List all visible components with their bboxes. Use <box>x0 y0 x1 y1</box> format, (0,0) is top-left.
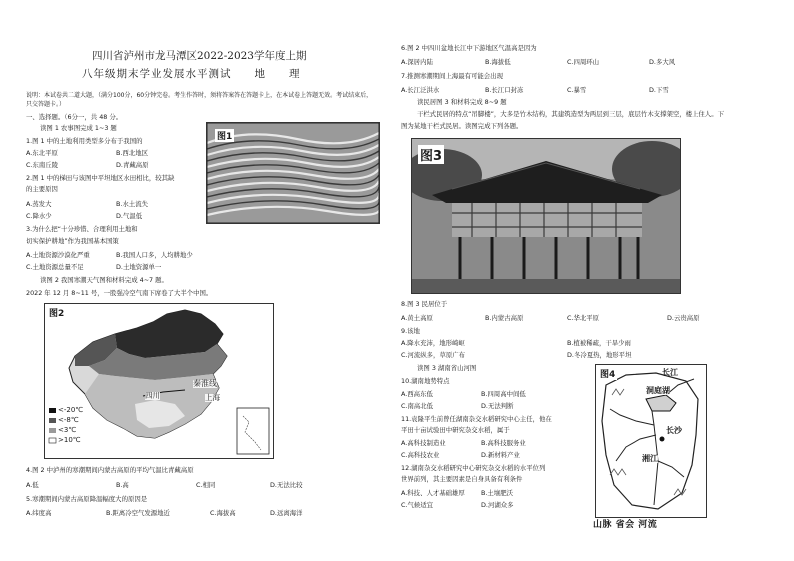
q11-option-d: D.新材料产业 <box>481 451 520 459</box>
legend-item-2: <-8℃ <box>58 416 79 424</box>
q12-option-a: A.科技、人才基础雄厚 <box>401 489 465 497</box>
q5-option-b: B.距离冷空气发源地近 <box>106 509 170 517</box>
q2-option-a: A.蒸发大 <box>26 200 52 208</box>
fig3-material-line1: 干栏式民居的特点“吊脚楼”，大多是竹木结构，其建筑造型为两层到三层，底层竹木支撑架空，楼上住人。下 <box>417 110 724 118</box>
map-label-shanghai: 上海 <box>205 393 220 402</box>
q3-option-d: D.土地资源单一 <box>116 263 162 271</box>
figure-2-cold-wave-map <box>44 303 274 459</box>
q6-stem: 6.图 2 中四川盆地长江中下游地区气温高是因为 <box>401 44 537 52</box>
q3-option-c: C.土地资源总量不足 <box>26 263 84 271</box>
q4-option-a: A.低 <box>26 481 39 489</box>
q2-option-b: B.水土流失 <box>116 200 148 208</box>
q11-stem2: 平田十亩试验田中研究杂交水稻，属于 <box>401 426 510 434</box>
read-fig2-instruction: 读图 2 我国寒潮天气图和材料完成 4~7 题。 <box>40 276 168 284</box>
q8-option-c: C.华北平原 <box>567 314 600 322</box>
q12-option-b: B.土壤肥沃 <box>481 489 513 497</box>
q1-option-b: B.西北地区 <box>116 149 148 157</box>
q4-option-b: B.高 <box>116 481 129 489</box>
q10-option-c: C.南高北低 <box>401 402 434 410</box>
q7-stem: 7.推测寒潮期间上海最有可能会出现 <box>401 72 503 80</box>
figure-1-terraces <box>206 122 380 224</box>
q2-stem: 2.图 1 中的梯田与该图中平坦地区水田相比，较其缺 <box>26 174 175 182</box>
q10-stem: 10.湖南地势特点 <box>401 377 450 385</box>
q9-stem: 9.该地 <box>401 327 420 335</box>
map-label-sichuan: 四川 <box>145 391 160 400</box>
q2-option-d: D.气温低 <box>116 212 143 220</box>
q7-option-d: D.下雪 <box>649 86 669 94</box>
section1-heading: 一、选择题。（6分一，共 48 分。 <box>26 113 123 121</box>
read-fig3-instruction: 读民居图 3 和材料完成 8~9 题 <box>417 98 507 106</box>
figure-4-hunan-rivers-map <box>595 364 707 518</box>
map-label-xiangjiang: 湘江 <box>642 454 658 463</box>
q3-option-a: A.土地资源沙漠化严重 <box>26 251 90 259</box>
q12-stem: 12.湖南杂交水稻研究中心研究杂交水稻的水平位列 <box>401 464 546 472</box>
q10-option-a: A.西高东低 <box>401 390 433 398</box>
q12-option-c: C.气候适宜 <box>401 501 434 509</box>
q6-option-b: B.海拔低 <box>485 58 511 66</box>
q9-option-c: C.河流纵多，草原广布 <box>401 351 466 359</box>
q11-option-a: A.高科技制造业 <box>401 439 446 447</box>
q4-stem: 4.图 2 中泸州的寒潮期间内蒙古高原的平均气温比青藏高原 <box>26 466 194 474</box>
q8-option-a: A.黄土高原 <box>401 314 433 322</box>
q2-option-c: C.降水少 <box>26 212 52 220</box>
figure-4-label: 图4 <box>598 367 617 380</box>
q7-option-c: C.暴雪 <box>567 86 587 94</box>
q6-option-d: D.多大风 <box>649 58 676 66</box>
fig2-material: 2022 年 12 月 8~11 号，一股强冷空气南下席卷了大半个中国。 <box>26 289 213 297</box>
q1-option-d: D.青藏高原 <box>116 161 149 169</box>
q1-option-a: A.东北平原 <box>26 149 58 157</box>
fig3-material-line2: 图为某地干栏式民居。读图完成下列各题。 <box>401 122 523 130</box>
figure-3-stilt-house <box>411 138 681 294</box>
q1-option-c: C.东南丘陵 <box>26 161 59 169</box>
q3-option-b: B.我国人口多，人均耕地少 <box>116 251 193 259</box>
q9-option-a: A.降水充沛，地形崎岖 <box>401 339 465 347</box>
map-label-qinling-huaihe-line: 秦淮线 <box>193 379 217 388</box>
q8-option-b: B.内蒙古高原 <box>485 314 524 322</box>
legend-item-3: <3℃ <box>58 426 77 434</box>
q3-stem: 3.为什么把“十分珍惜、合理利用土地和 <box>26 225 138 233</box>
q1-stem: 1.图 1 中的土地利用类型多分布于我国的 <box>26 137 143 145</box>
q7-option-b: B.长江口封冻 <box>485 86 524 94</box>
section1-intro: 读图 1 农事图完成 1~3 题 <box>40 124 117 132</box>
q4-option-c: C.相同 <box>196 481 216 489</box>
figure-1-label: 图1 <box>215 129 234 142</box>
q7-option-a: A.长江泛洪水 <box>401 86 440 94</box>
q11-option-c: C.高科技农业 <box>401 451 440 459</box>
q11-stem: 11.袁隆平生前曾任湖南杂交水稻研究中心主任，他在 <box>401 415 552 423</box>
q10-option-b: B.四周高中间低 <box>481 390 526 398</box>
map-label-changsha: 长沙 <box>666 426 682 435</box>
q12-option-d: D.河湖众多 <box>481 501 514 509</box>
q8-stem: 8.图 3 民居位于 <box>401 300 448 308</box>
q9-option-d: D.冬冷夏热，地形平坦 <box>567 351 632 359</box>
exam-title-line2: 八年级期末学业发展水平测试 地 理 <box>82 68 301 80</box>
map-label-dongting-lake: 洞庭湖 <box>646 386 670 395</box>
q12-stem2: 世界前列，其主要因素是自身具备有利条件 <box>401 475 523 483</box>
q2-stem2: 的主要原因 <box>26 185 58 193</box>
q6-option-c: C.四周环山 <box>567 58 600 66</box>
instructions-line2: 只交答题卡。） <box>26 101 66 108</box>
q11-option-b: B.高科技服务业 <box>481 439 526 447</box>
map-label-changjiang: 长江 <box>662 368 678 377</box>
q3-stem2: 切实保护耕地”作为我国基本国策 <box>26 237 119 245</box>
china-map-illustration <box>45 304 273 458</box>
q4-option-d: D.无法比较 <box>270 481 303 489</box>
read-fig4-instruction: 读图 3 湖南省山河图 <box>417 364 477 372</box>
q10-option-d: D.无法判断 <box>481 402 514 410</box>
q5-stem: 5.寒潮期间内蒙古高原降温幅度大的原因是 <box>26 495 148 503</box>
legend-item-1: <-20℃ <box>58 406 84 414</box>
figure-3-label: 图3 <box>418 145 444 164</box>
figure-4-legend: 山脉 省会 河流 <box>593 520 658 530</box>
q5-option-a: A.纬度高 <box>26 509 52 517</box>
stilt-house-illustration <box>412 139 680 293</box>
q5-option-c: C.海拔高 <box>210 509 236 517</box>
q5-option-d: D.远离海洋 <box>270 509 303 517</box>
exam-title-line1: 四川省泸州市龙马潭区2022-2023学年度上期 <box>92 50 307 62</box>
q8-option-d: D.云贵高原 <box>667 314 700 322</box>
legend-item-4: >10℃ <box>58 436 81 444</box>
q9-option-b: B.植被稀疏，干旱少雨 <box>567 339 631 347</box>
instructions-line1: 说明：本试卷共二道大题，（满分100分，60分钟完卷。考生作答时，须将答案答在答题卡上，在本试卷上答题无效。考试结束后， <box>26 92 373 99</box>
figure-2-label: 图2 <box>47 306 66 319</box>
q6-option-a: A.深居内陆 <box>401 58 433 66</box>
